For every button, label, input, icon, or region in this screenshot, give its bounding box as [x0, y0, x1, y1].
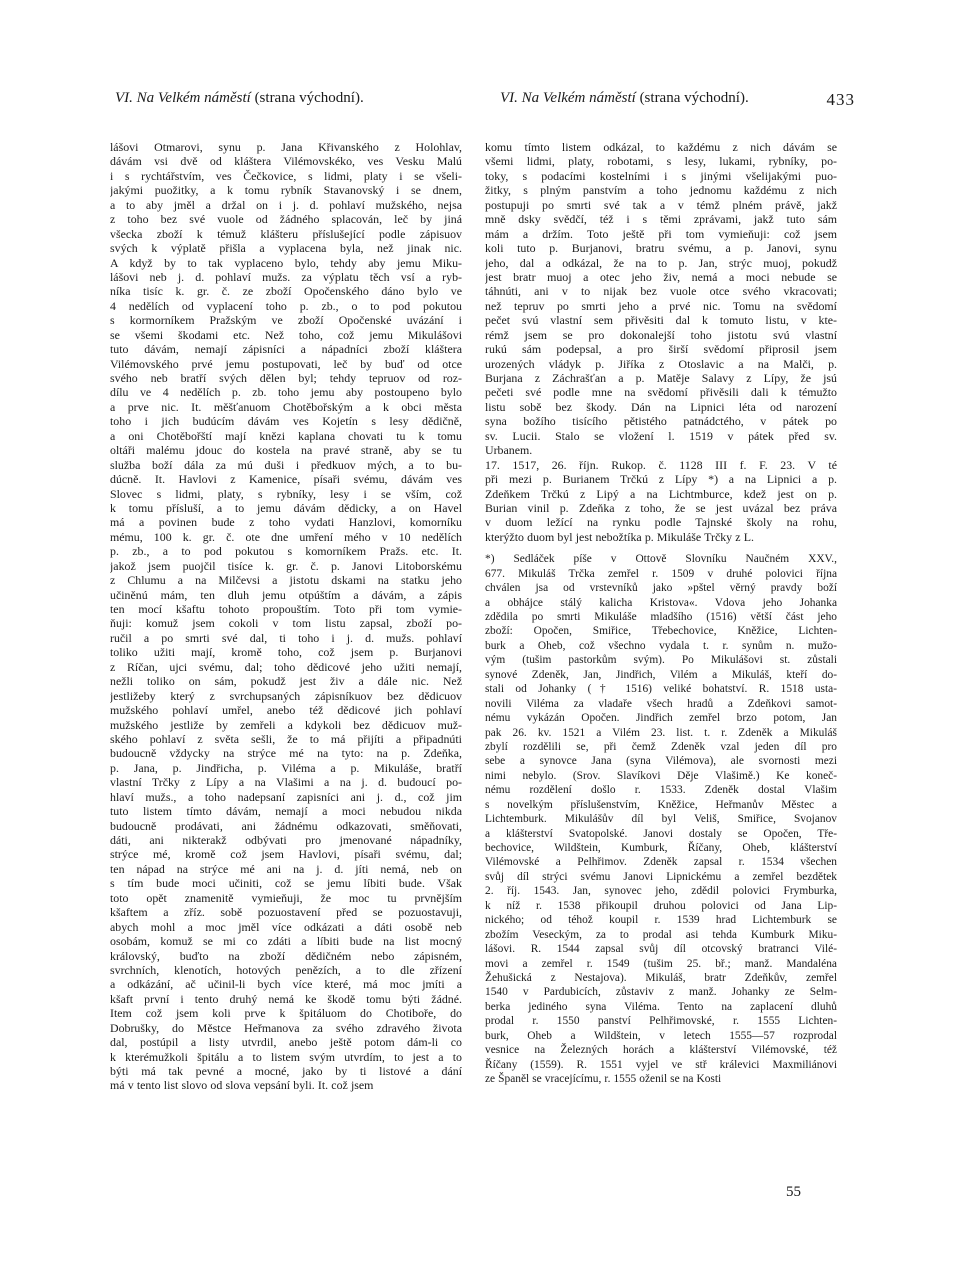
header-right [500, 90, 749, 107]
right-column-main-text [485, 140, 837, 544]
text-line: vým (tušim pastorkům svým). Po Mikulášovi st. zůstali [485, 654, 837, 667]
text-line: zbožím Veseckým, za to prodal asi tehda Kumburk Miku- [485, 928, 837, 941]
text-line: lášovi neb j. d. pohlaví mužs. za výplatu těch vsí a ryb- [110, 269, 462, 284]
text-line: z Ríčan, ujci svému, dal; toho dědicové jeho užiti nemají, [110, 659, 462, 674]
text-line: Vilémovského prvé jemu postupovati, leč by buď od otce [110, 356, 462, 371]
text-line: ten nápad na strýce mé ani na j. d. jíti nemá, neb on [110, 861, 462, 876]
text-line: ze Španěl se vracejícímu, r. 1555 oženil se na Kosti [485, 1073, 722, 1085]
text-line: osobám, komuž se mi co zdáti a líbiti bude na list mocný [110, 934, 462, 949]
text-line: berka jediného syna Viléma. Tento na zaplacení dluhů [485, 1000, 837, 1013]
text-line: 1540 v Pardubicích, zůstaviv z manž. Johanky ze Selm- [485, 986, 837, 999]
text-line: i s rychtářstvím, ves Čečkovice, s lidmi, platy i se všeli- [110, 168, 462, 183]
text-line: Burian vinil p. Zdeňka z toho, že se jest uvázal bez práva [485, 500, 837, 515]
text-line: nému rozdělení došlo r. 1533. Zdeněk dostal Vlašim [485, 784, 837, 797]
text-line: jestližeby který z svrchupsaných zápisníkuov bez dědicuov [110, 688, 462, 703]
text-line: a oni Chotěbořští mají knězi kaplana chovati tu k tomu [110, 428, 462, 443]
text-line: svých k výplatě přišla a vyplacena byla, než jinak nic. [110, 241, 462, 256]
text-line: k kterémužkoli špitálu a to listem svým utvrdím, to jest a to [110, 1049, 462, 1064]
text-line: listu sobě bez škody. Dán na Lipnici léta od narození [485, 399, 837, 414]
text-line: táhnúti, ani v to nijak bez vuole otce svého vkracovati; [485, 284, 837, 299]
text-line: učiněnú mám, ten dluh jemu otpúštím a dávám, a zápis [110, 587, 462, 602]
text-line: *) Sedláček píše v Ottově Slovníku Naučném XXV., [485, 553, 837, 566]
text-line: královský, buďto na zboží dědičném nebo zápisném, [110, 948, 462, 963]
text-line: nimi nebylo. (Srov. Slavíkovi Děje Vlašimě.) Ke koneč- [485, 769, 837, 782]
text-line: dúcně. It. Havlovi z Kamenice, písaři svému, dávám ves [110, 472, 462, 487]
text-line: s novelkým příslušenstvím, Kněžice, Heřmanův Městec a [485, 798, 837, 811]
text-line: Lichtemburk. Mikulášův díl byl Veliš, Smiřice, Svojanov [485, 813, 837, 826]
text-line: syna božího tisícího pětistého patnádctého, v pátek po [485, 414, 837, 429]
text-line: zboží: Opočen, Smiřice, Třebechovice, Kněžice, Lichten- [485, 625, 837, 638]
text-line: v duom ležící na rynku podle Tajnské školy na rohu, [485, 515, 837, 530]
text-line: koli tuto p. Burjanovi, bratru svému, a p. Janovi, synu [485, 241, 837, 256]
text-line: nežli toliko on sám, pokudž jest živ a dále nic. Než [110, 674, 462, 689]
text-line: kterýžto duom byl jest nebožtíka p. Mikuláše Trčky z L. [485, 529, 754, 544]
footnote-separator [485, 544, 837, 552]
text-line: stali od Johanky († 1516) veliké bohatství. R. 1518 usta- [485, 683, 837, 696]
text-line: toho i jich budúcím dávám ves Kojetín s lesy dědičně, [110, 414, 462, 429]
header-right-place: VI. Na Velkém náměstí [500, 90, 636, 106]
text-line: tuto listem tímto dávám, nemají a moci nebudou nikda [110, 804, 462, 819]
text-line: Žehušická z Nestajova). Mikuláš, bratr Zdeňkův, zemřel [485, 971, 837, 984]
text-line: Zdeňkem Trčkú z Lipý a na Lichtmburce, kdež jest on p. [485, 486, 837, 501]
text-line: ňuji: komuž jsem cokoli v tom listu zapsal, zboží po- [110, 616, 462, 631]
text-line: nického; od téhož koupil r. 1539 hrad Lichtemburk se [485, 914, 837, 927]
text-line: z toho bez své vuole od žádného splacován, leč by jiná [110, 212, 462, 227]
text-line: p. Jana, p. Jindřicha, p. Viléma a p. Mikuláše, bratří [110, 760, 462, 775]
text-line: toliko užiti mají, kromě toho, což jsem p. Burjanovi [110, 645, 462, 660]
text-line: jakými puožitky, a k tomu rybník Stavanovský i se dnem, [110, 183, 462, 198]
text-line: urozených vládyk p. Jiříka z Otoslavic a na Malči, p. [485, 356, 837, 371]
text-line: se všemi škodami etc. Než toho, což jemu Mikulášovi [110, 327, 462, 342]
text-line: oltáři malému jdouc do kostela na pravé straně, aby se tu [110, 443, 462, 458]
text-line: mužského jestliže by zemřeli a kdykoli bez dědicuov muž- [110, 717, 462, 732]
text-line: 2. říj. 1543. Jan, synovec jeho, zdědil polovici Frymburka, [485, 885, 837, 898]
header-left-side: (strana východní). [254, 90, 364, 106]
text-line: dílu ve 4 nedělích p. zb. toho jemu aby postoupeno bylo [110, 385, 462, 400]
text-line: svrchních, klenotích, hotových penězích, a to dle zřízení [110, 962, 462, 977]
text-line: tuto dávám, nemají zápisníci a nápadníci zboží kláštera [110, 342, 462, 357]
text-line: lášovi Otmarovi, synu p. Jana Křivanského z Holohlav, [110, 140, 462, 154]
header-left-place: VI. Na Velkém náměstí [115, 90, 251, 106]
text-line: Urbanem. [485, 443, 533, 458]
text-line: všemi lidmi, platy, robotami, s lesy, lukami, rybníky, po- [485, 154, 837, 169]
text-line: novili Viléma za vladaře všech hradů a Zdeňkovi samot- [485, 697, 837, 710]
text-line: vesnice na Železných horách a klášterství Vilémovské, též [485, 1044, 837, 1057]
text-line: toky, s podacími kostelními i s jinými všelijakými puo- [485, 168, 837, 183]
text-line: k tomu přísluší, a to jemu dávám dědicky, a on Havel [110, 500, 462, 515]
text-line: ten mocí kšaftu tohoto propouštím. Toto při tom vymie- [110, 602, 462, 616]
text-line: Vilémovské a Pelhřimov. Zdeněk zapsal r. 1534 všechen [485, 856, 837, 869]
text-line: burk, Oheb a Wildštein, v letech 1555—57 rozprodal [485, 1029, 837, 1042]
signature-number: 55 [786, 1184, 801, 1200]
text-line: k níž r. 1538 přikoupil druhou polovici od Jana Lip- [485, 899, 837, 912]
text-line: jakož jsem puojčil tisíce k. gr. č. p. Janovi Litoborskému [110, 558, 462, 573]
text-line: rémž jsem se pro dokonalejší toho jistotu svú vlastní [485, 327, 837, 342]
text-line: a to aby jměl a držal on i j. d. pohlaví mužského, nejsa [110, 197, 462, 212]
text-line: movi a zemřel r. 1549 (tušim 25. bř.; manž. Mandaléna [485, 957, 837, 970]
text-line: žitky, s plným panstvím a toho jednomu každému z nich [485, 183, 837, 198]
text-line: kšaftem a zříz. sobě pozuostavení před se pozuostavuji, [110, 905, 462, 920]
text-line: toto opět znamenitě vymieňuji, že moc tu prvnějším [110, 890, 462, 905]
text-line: svého neb bratří svých dělen byl; tehdy tepruov od roz- [110, 371, 462, 385]
text-line: synové Zdeněk, Jan, Jindřich, Vilém a Mikuláš, kteří do- [485, 668, 837, 681]
text-line: hlaví mužs., a toho nadepsaní zapisníci ani j. d., což jim [110, 789, 462, 804]
text-line: a odkázání, ač učinil-li bych více které, má moc jmíti a [110, 977, 462, 992]
text-line: dal, postúpil a listy utvrdil, anebo ještě potom dám-li co [110, 1035, 462, 1050]
text-line: a prve nic. It. měšťanuom Chotěbořským a k obci města [110, 399, 462, 414]
text-line: Dobrušky, do Městce Heřmanova za svého zdravého života [110, 1020, 462, 1035]
text-line: kšaft první i tento druhý nemá ke škodě tomu býti žádné. [110, 991, 462, 1006]
text-line: prodal r. 1550 panství Pelhřimovské, r. 1555 Lichten- [485, 1015, 837, 1028]
text-line: jest bratr muoj a otec jeho živ, nemá a moci nebude se [485, 269, 837, 284]
text-line: lášovi. R. 1544 zapsal svůj díl otcovský bratranci Vilé- [485, 943, 837, 956]
text-line: ského pohlaví z světa sešli, že to má přijíti a připadnúti [110, 731, 462, 746]
text-line: a obhájce stálý kalicha Kristova«. Vdova jeho Johanka [485, 596, 837, 609]
text-line: zdědila po smrti Mikuláše mladšího (1516) větší část jeho [485, 611, 837, 623]
text-line: dávám vsi dvě od kláštera Vilémovskéko, ves Vesku Malú [110, 154, 462, 169]
text-line: služba boží dála za mú duši i předkuov mých, a to bu- [110, 457, 462, 472]
text-line: rukú sám podepsal, a pro širší svědomí připrosil jsem [485, 342, 837, 357]
text-line: 677. Mikuláš Trčka zemřel r. 1509 v druhé polovici října [485, 567, 837, 580]
text-line: komu tímto listem odkázal, to každému z nich dávám se [485, 140, 837, 154]
text-line: mně dsky svědčí, též i s těmi zprávami, jakž tuto sám [485, 212, 837, 227]
text-line: vlastní Trčky z Lípy a na Vlašimi a na j. d. budoucí po- [110, 775, 462, 790]
text-line: všecka zboží k témuž klášteru příslušející podle zápisuov [110, 226, 462, 241]
text-line: a klášterství Svatopolské. Janovi dostaly se Opočen, Tře- [485, 827, 837, 840]
text-line: má v tento list slovo od slova vepsání byli. It. což jsem [110, 1078, 374, 1093]
text-line: 4 nedělích od vyplacení toho p. zb., o to pod pokutou [110, 298, 462, 313]
text-line: z Chlumu a na Milčevsi a jistotu dskami na statku jeho [110, 573, 462, 588]
text-line: jeho, dal a odkázal, že na to p. Jan, strýc muoj, pokudž [485, 255, 837, 270]
running-header [115, 90, 855, 114]
text-line: p. zb., a to pod pokutou s komorníkem Pražs. etc. It. [110, 544, 462, 559]
text-line: ručil a po smrti své dal, ti toho i j. d. mužs. pohlaví [110, 630, 462, 645]
text-line: chválen jsa od vrstevníků jako »pštel věrný pravdy boží [485, 582, 837, 595]
text-line: pečeti své podle mne na svědomí přivěsili dali k témužto [485, 385, 837, 400]
text-line: burk a Oheb, což všechno vydala t. r. synům n. mužo- [485, 639, 837, 652]
text-line: Říčany (1559). R. 1551 vyjel ve stř králevici Maxmiliánovi [485, 1058, 837, 1071]
text-line: svůj díl strýci svému Janovi Lipnickému a zemřel bezdětek [485, 870, 837, 883]
text-line: má a povinen bude z toho vydati Hanzlovi, komorníku [110, 515, 462, 530]
text-line: bechovice, Wildštein, Kumburk, Říčany, Oheb, klášterství [485, 842, 837, 854]
right-text-column [485, 140, 837, 1086]
text-line: mému, 100 k. gr. č. ote dne umření mého v 10 nedělích [110, 529, 462, 544]
right-column-footnote [485, 552, 837, 1086]
text-line: 17. 1517, 26. říjn. Rukop. č. 1128 III f. F. 23. V té [485, 457, 837, 472]
text-line: Item což jsem koli prve k špitáluom do Chotiboře, do [110, 1006, 462, 1021]
text-line: s kormorníkem Pražským ve zboží Opočenské uvázání i [110, 313, 462, 328]
text-line: A když by to tak vyplaceno bylo, tehdy aby jemu Miku- [110, 255, 462, 270]
text-line: mužského pohlaví umřel, anebo též dědicové jich pohlaví [110, 703, 462, 718]
text-line: budoucně prodávati, ani žádnému odkazovati, směňovati, [110, 818, 462, 833]
text-line: dáti, ani nikterakž odbývati pro jmenované nápadníky, [110, 833, 462, 847]
text-line: pak 26. kv. 1521 a Vilém 23. list. t. r. Zdeněk a Mikuláš [485, 726, 837, 739]
text-line: než tepruv po smrti jeho a prvé nic. Tomu na svědomí [485, 298, 837, 313]
text-line: strýce mé, kromě což jsem Havlovi, písaři svému, dal; [110, 847, 462, 862]
text-line: s tím bude moci učiniti, což se jemu líbiti bude. Však [110, 876, 462, 891]
text-line: býti má tak pevné a mocné, jako by ti listové a dání [110, 1064, 462, 1078]
header-left [115, 90, 364, 107]
page-number: 433 [826, 90, 855, 109]
text-line: sv. Lucii. Stalo se vložení l. 1519 v pátek před sv. [485, 428, 837, 443]
header-right-side: (strana východní). [639, 90, 749, 106]
left-text-column [110, 140, 462, 1093]
text-line: při mezi p. Burianem Trčkú z Lípy *) a na Lipnici a p. [485, 472, 837, 487]
text-line: abych mohl a moc jměl více odkázati a dáti osobě neb [110, 919, 462, 934]
text-line: zbylí rozdělili se, při čemž Zdeněk vzal jeden díl pro [485, 740, 837, 753]
text-line: budoucně vždycky na strýce mé na tyto: na p. Zdeňka, [110, 746, 462, 761]
text-line: nému vykázán Opočen. Jindřich zemřel brzo potom, Jan [485, 712, 837, 725]
text-line: pečet svú vlastní sem přivěsiti dal k tomuto listu, v kte- [485, 313, 837, 328]
text-line: níka tisíc k. gr. č. ze zboží Opočenského dáno bylo ve [110, 284, 462, 299]
text-line: mám a držím. Toto ještě při tom vymieňuji: což jsem [485, 226, 837, 241]
text-line: Burjana z Záchrašťan a p. Matěje Salavy z Lípy, že jsú [485, 371, 837, 385]
text-line: postupuji po smrti své tak a v témž plném právě, jakž [485, 197, 837, 212]
text-line: Slovec s lidmi, platy, s rybníky, lesy i se vším, což [110, 486, 462, 501]
text-line: sebe a synovce Jana (syna Vilémova), ale svornosti mezi [485, 755, 837, 768]
